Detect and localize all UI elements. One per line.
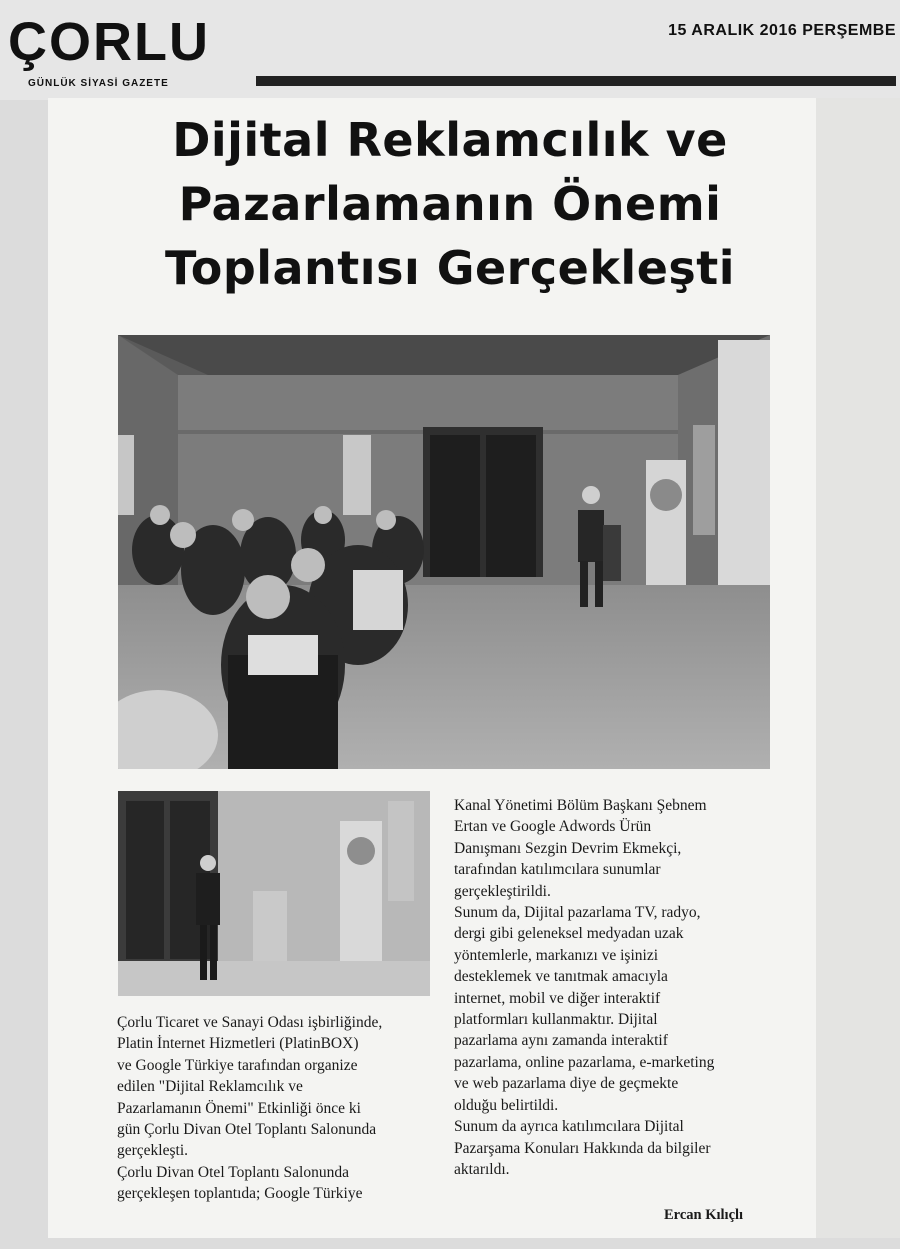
article-line: gerçekleşen toplantıda; Google Türkiye bbox=[117, 1185, 363, 1203]
adjacent-page-edge bbox=[816, 98, 900, 1238]
article-line: Pazarşama Konuları Hakkında da bilgiler bbox=[454, 1139, 711, 1157]
article-right-column bbox=[454, 795, 770, 1180]
article-line: Ertan ve Google Adwords Ürün bbox=[454, 818, 652, 836]
meeting-room-photo bbox=[118, 335, 770, 769]
article-line: Pazarlamanın Önemi" Etkinliği önce ki bbox=[117, 1099, 361, 1117]
article-line: aktarıldı. bbox=[454, 1160, 510, 1178]
masthead-rule bbox=[256, 76, 896, 86]
newspaper-subtitle: GÜNLÜK SİYASİ GAZETE bbox=[28, 78, 169, 89]
article-line: edilen "Dijital Reklamcılık ve bbox=[117, 1078, 303, 1096]
article-line: Sunum da, Dijital pazarlama TV, radyo, bbox=[454, 904, 701, 922]
article-line: pazarlama aynı zamanda interaktif bbox=[454, 1032, 668, 1050]
article-line: tarafından katılımcılara sunumlar bbox=[454, 861, 661, 879]
article-line: ve web pazarlama diye de geçmekte bbox=[454, 1075, 679, 1093]
article-line: Sunum da ayrıca katılımcılara Dijital bbox=[454, 1118, 684, 1136]
newspaper-logo: ÇORLU bbox=[8, 12, 210, 72]
article-line: gerçekleşti. bbox=[117, 1142, 189, 1160]
article-line: Çorlu Ticaret ve Sanayi Odası işbirliğinde, bbox=[117, 1014, 383, 1031]
presenter-photo-image bbox=[118, 791, 430, 996]
article-headline bbox=[120, 108, 780, 300]
headline-line: Toplantısı Gerçekleşti bbox=[164, 241, 736, 295]
article-line: internet, mobil ve diğer interaktif bbox=[454, 989, 661, 1007]
headline-line: Pazarlamanın Önemi bbox=[178, 177, 722, 231]
article-line: dergi gibi geleneksel medyadan uzak bbox=[454, 925, 684, 943]
article-left-column bbox=[117, 1012, 435, 1205]
article-line: Çorlu Divan Otel Toplantı Salonunda bbox=[117, 1163, 349, 1181]
article-line: desteklemek ve tanıtmak amacıyla bbox=[454, 968, 668, 986]
article-line: Danışmanı Sezgin Devrim Ekmekçi, bbox=[454, 839, 682, 857]
headline-line: Dijital Reklamcılık ve bbox=[172, 113, 728, 167]
article-line: gün Çorlu Divan Otel Toplantı Salonunda bbox=[117, 1121, 377, 1139]
article-line: platformları kullanmaktır. Dijital bbox=[454, 1011, 658, 1029]
article-line: pazarlama, online pazarlama, e-marketing bbox=[454, 1053, 715, 1071]
main-photo bbox=[118, 335, 770, 769]
article-line: Kanal Yönetimi Bölüm Başkanı Şebnem bbox=[454, 797, 707, 814]
article-line: ve Google Türkiye tarafından organize bbox=[117, 1056, 358, 1074]
article-line: gerçekleştirildi. bbox=[454, 882, 551, 900]
presenter-photo bbox=[118, 791, 430, 996]
masthead bbox=[0, 0, 900, 100]
issue-date: 15 ARALIK 2016 PERŞEMBE bbox=[668, 22, 896, 39]
author-byline: Ercan Kılıçlı bbox=[664, 1207, 744, 1223]
article-line: Platin İnternet Hizmetleri (PlatinBOX) bbox=[117, 1035, 359, 1053]
article-line: yöntemlerle, markanızı ve işinizi bbox=[454, 946, 659, 964]
article-line: olduğu belirtildi. bbox=[454, 1096, 559, 1114]
